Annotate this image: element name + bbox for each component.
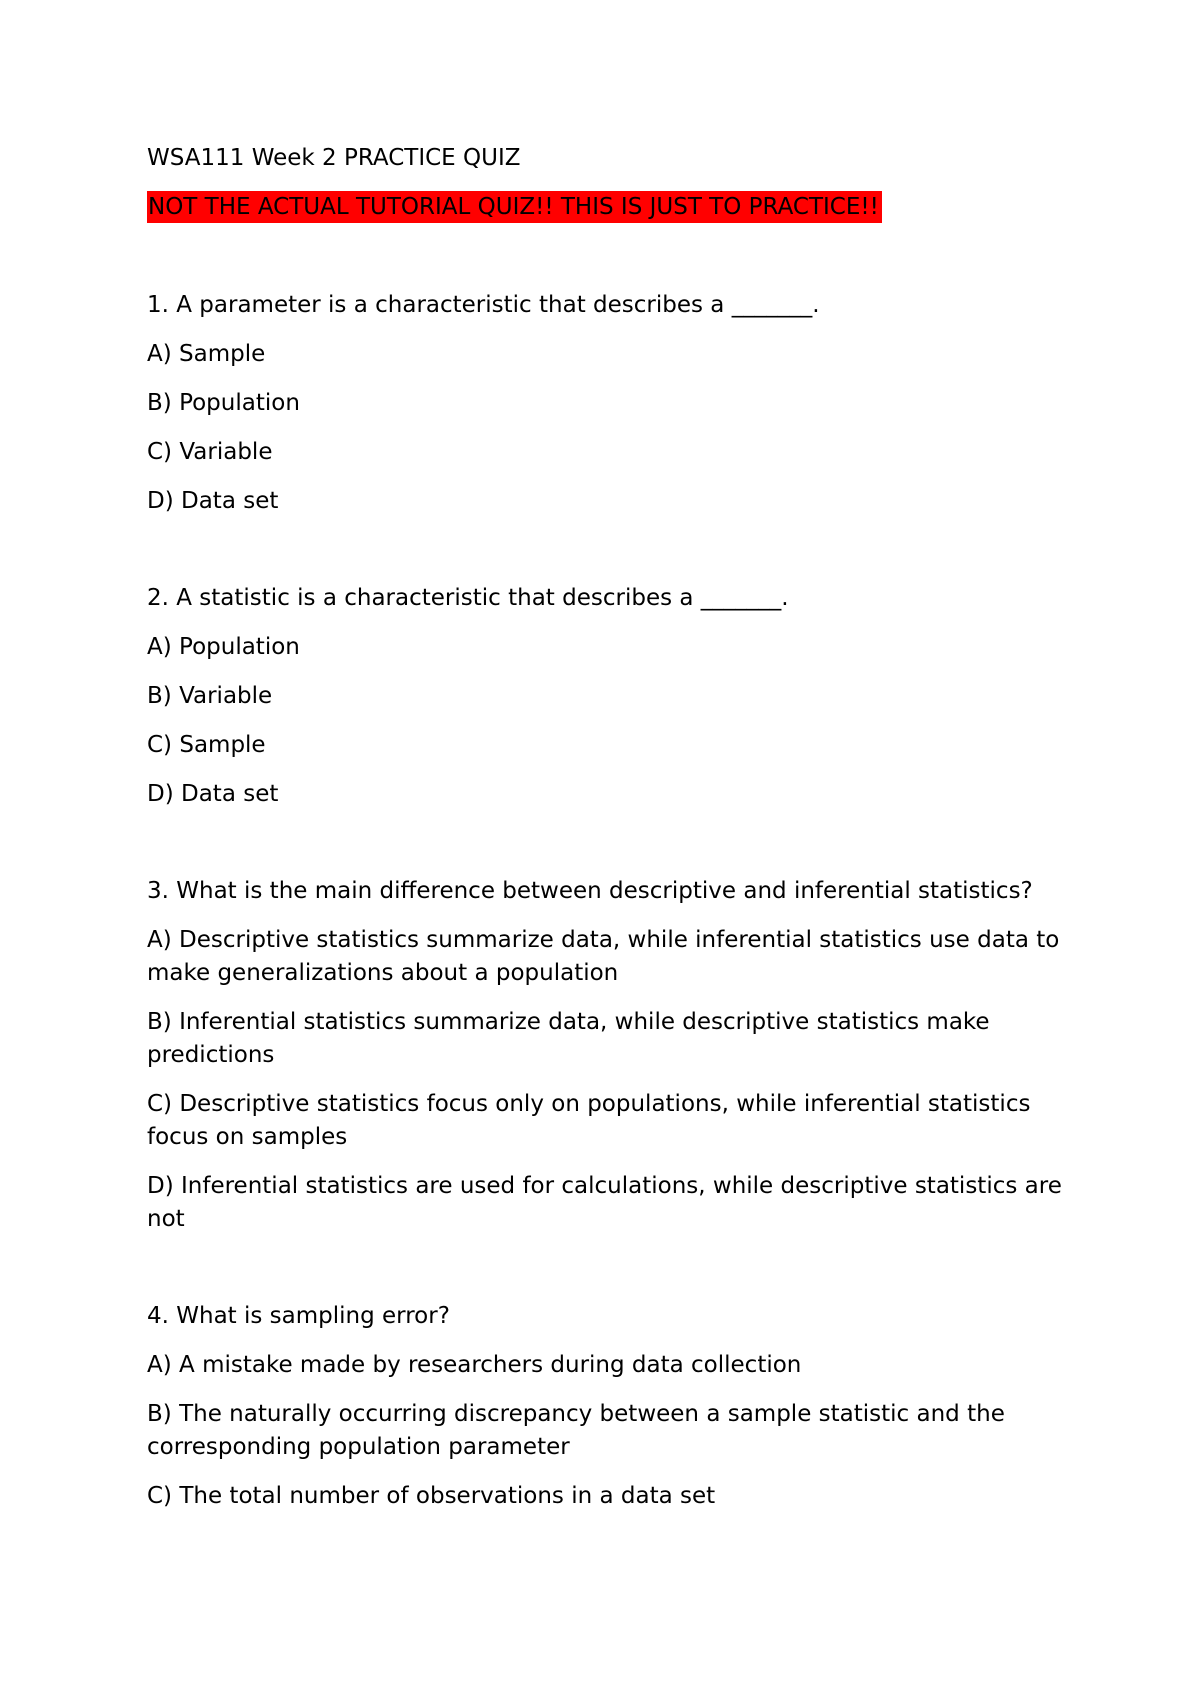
answer-option: A) Sample [147, 341, 266, 367]
answer-option: C) The total number of observations in a data set [147, 1483, 716, 1509]
answer-option: A) A mistake made by researchers during data collection [147, 1352, 802, 1378]
question-text: 2. A statistic is a characteristic that describes a _______. [147, 585, 789, 611]
answer-option: A) Descriptive statistics summarize data, while inferential statistics use data to make generalizations about a population [147, 927, 1060, 986]
document-page [147, 142, 1087, 1513]
question-text: 4. What is sampling error? [147, 1303, 450, 1329]
answer-option: B) Population [147, 390, 300, 416]
question-4 [147, 1300, 1087, 1513]
question-text: 1. A parameter is a characteristic that describes a _______. [147, 292, 820, 318]
practice-warning-banner: NOT THE ACTUAL TUTORIAL QUIZ!! THIS IS JUST TO PRACTICE!! [147, 191, 882, 223]
answer-option: B) The naturally occurring discrepancy between a sample statistic and the corresponding population parameter [147, 1401, 1005, 1460]
document-title: WSA111 Week 2 PRACTICE QUIZ [147, 145, 521, 171]
question-text: 3. What is the main difference between descriptive and inferential statistics? [147, 878, 1033, 904]
question-2 [147, 582, 1087, 811]
answer-option: B) Variable [147, 683, 273, 709]
answer-option: D) Data set [147, 781, 279, 807]
answer-option: D) Data set [147, 488, 279, 514]
answer-option: C) Descriptive statistics focus only on populations, while inferential statistics focus on samples [147, 1091, 1031, 1150]
question-1 [147, 289, 1087, 518]
answer-option: D) Inferential statistics are used for calculations, while descriptive statistics are not [147, 1173, 1062, 1232]
answer-option: C) Variable [147, 439, 273, 465]
answer-option: C) Sample [147, 732, 266, 758]
answer-option: A) Population [147, 634, 300, 660]
answer-option: B) Inferential statistics summarize data, while descriptive statistics make predictions [147, 1009, 990, 1068]
question-3 [147, 875, 1087, 1236]
